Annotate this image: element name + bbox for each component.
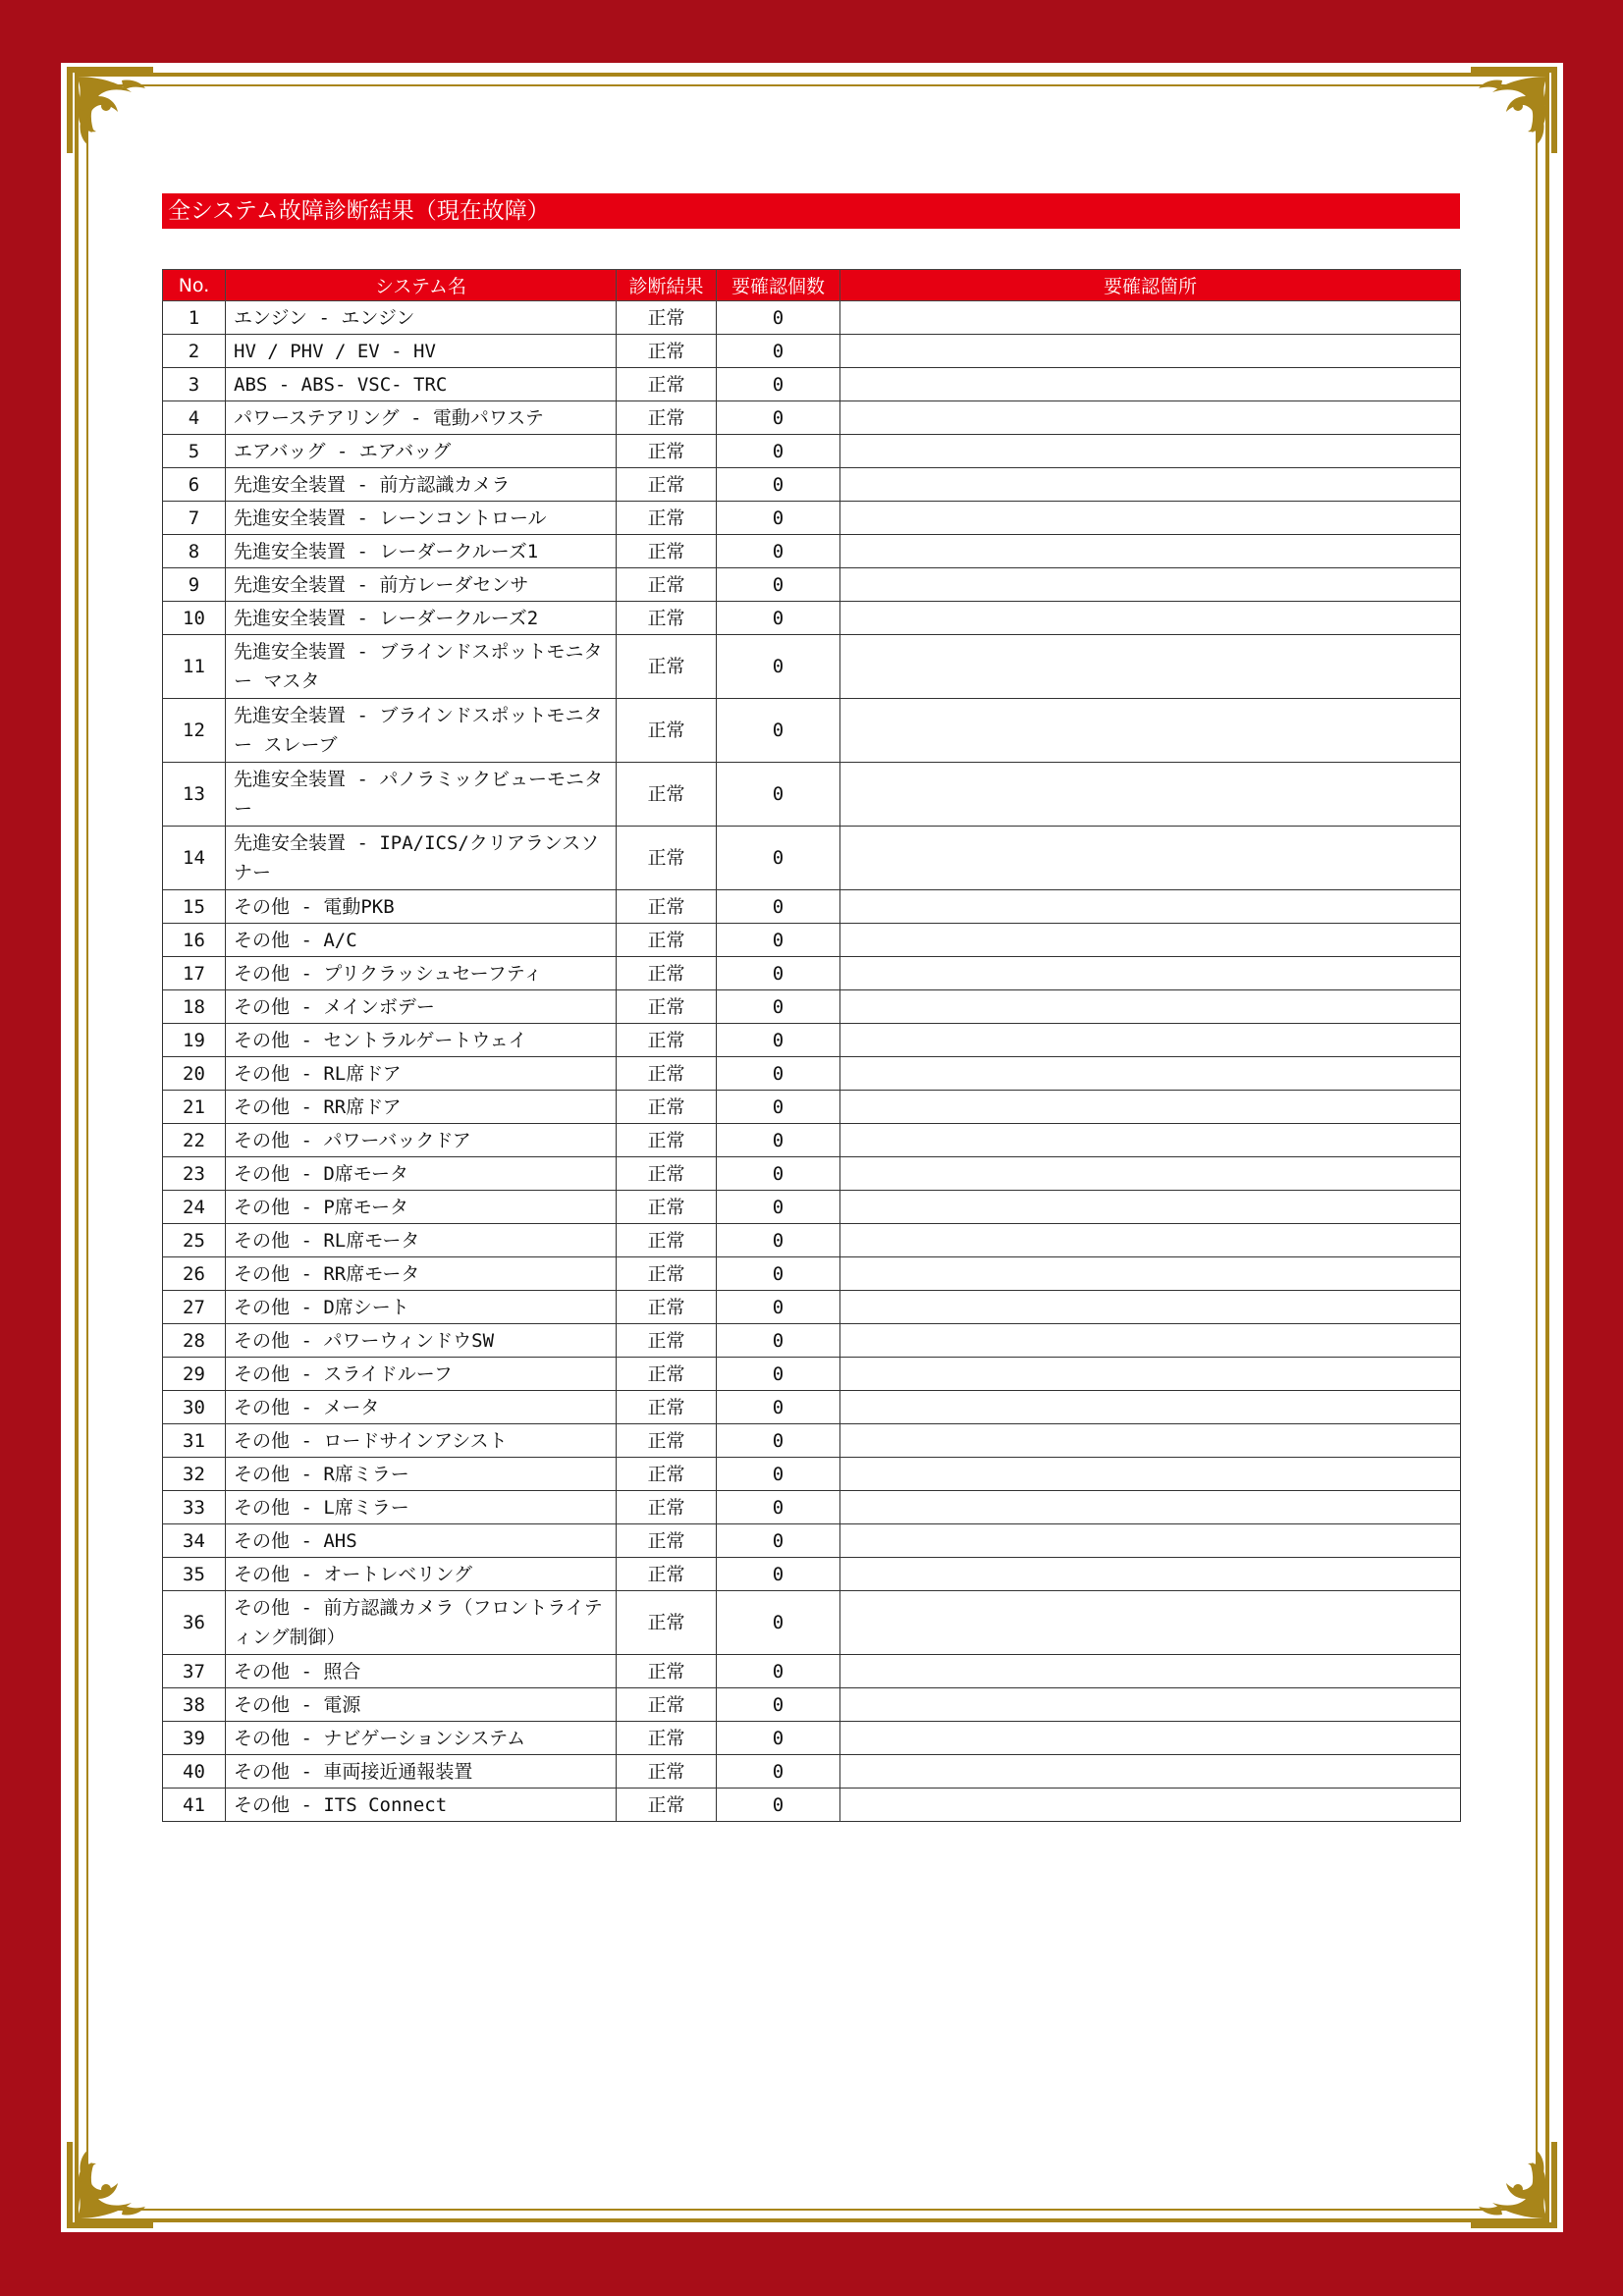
row-check-location — [840, 1688, 1461, 1722]
row-result: 正常 — [617, 301, 717, 335]
row-result: 正常 — [617, 1358, 717, 1391]
row-no: 35 — [163, 1558, 226, 1591]
table-row — [163, 568, 1461, 602]
row-result: 正常 — [617, 1324, 717, 1358]
row-check-count: 0 — [717, 602, 840, 635]
column-header-no: No. — [163, 270, 226, 301]
table-row — [163, 435, 1461, 468]
row-no: 38 — [163, 1688, 226, 1722]
row-system-name: その他 - ITS Connect — [226, 1789, 617, 1822]
table-row — [163, 1591, 1461, 1655]
table-row — [163, 635, 1461, 699]
table-row — [163, 335, 1461, 368]
row-check-location — [840, 1391, 1461, 1424]
row-check-count: 0 — [717, 763, 840, 827]
row-system-name: その他 - ナビゲーションシステム — [226, 1722, 617, 1755]
row-check-count: 0 — [717, 1191, 840, 1224]
row-check-count: 0 — [717, 635, 840, 699]
row-result: 正常 — [617, 1722, 717, 1755]
row-result: 正常 — [617, 468, 717, 502]
row-result: 正常 — [617, 435, 717, 468]
row-no: 20 — [163, 1057, 226, 1091]
row-system-name: その他 - AHS — [226, 1524, 617, 1558]
table-row — [163, 699, 1461, 763]
row-result: 正常 — [617, 699, 717, 763]
row-result: 正常 — [617, 401, 717, 435]
row-result: 正常 — [617, 368, 717, 401]
row-check-location — [840, 1424, 1461, 1458]
row-check-location — [840, 763, 1461, 827]
row-system-name: その他 - RL席モータ — [226, 1224, 617, 1257]
row-check-location — [840, 1722, 1461, 1755]
table-row — [163, 1391, 1461, 1424]
row-check-count: 0 — [717, 1291, 840, 1324]
row-system-name: 先進安全装置 - パノラミックビューモニター — [226, 763, 617, 827]
row-system-name: 先進安全装置 - ブラインドスポットモニター スレーブ — [226, 699, 617, 763]
row-check-count: 0 — [717, 1491, 840, 1524]
row-no: 30 — [163, 1391, 226, 1424]
row-system-name: その他 - D席モータ — [226, 1157, 617, 1191]
row-no: 31 — [163, 1424, 226, 1458]
table-row — [163, 368, 1461, 401]
row-no: 28 — [163, 1324, 226, 1358]
row-system-name: エアバッグ - エアバッグ — [226, 435, 617, 468]
row-no: 8 — [163, 535, 226, 568]
row-check-location — [840, 502, 1461, 535]
row-check-location — [840, 1191, 1461, 1224]
row-no: 36 — [163, 1591, 226, 1655]
table-row — [163, 827, 1461, 890]
row-system-name: 先進安全装置 - レーダークルーズ2 — [226, 602, 617, 635]
row-check-location — [840, 535, 1461, 568]
row-no: 37 — [163, 1655, 226, 1688]
row-system-name: その他 - スライドルーフ — [226, 1358, 617, 1391]
row-result: 正常 — [617, 1491, 717, 1524]
table-row — [163, 301, 1461, 335]
row-result: 正常 — [617, 502, 717, 535]
row-system-name: その他 - RL席ドア — [226, 1057, 617, 1091]
row-system-name: その他 - 電源 — [226, 1688, 617, 1722]
row-check-count: 0 — [717, 1755, 840, 1789]
row-no: 40 — [163, 1755, 226, 1789]
row-no: 4 — [163, 401, 226, 435]
row-check-count: 0 — [717, 1057, 840, 1091]
table-row — [163, 957, 1461, 990]
row-system-name: その他 - R席ミラー — [226, 1458, 617, 1491]
column-header-system: システム名 — [226, 270, 617, 301]
table-row — [163, 1057, 1461, 1091]
row-result: 正常 — [617, 924, 717, 957]
table-row — [163, 1324, 1461, 1358]
row-check-location — [840, 699, 1461, 763]
row-no: 26 — [163, 1257, 226, 1291]
row-result: 正常 — [617, 635, 717, 699]
row-no: 10 — [163, 602, 226, 635]
table-row — [163, 990, 1461, 1024]
row-no: 2 — [163, 335, 226, 368]
row-system-name: 先進安全装置 - ブラインドスポットモニター マスタ — [226, 635, 617, 699]
row-check-location — [840, 1157, 1461, 1191]
row-check-count: 0 — [717, 435, 840, 468]
row-result: 正常 — [617, 568, 717, 602]
row-check-location — [840, 1524, 1461, 1558]
row-check-count: 0 — [717, 1424, 840, 1458]
row-result: 正常 — [617, 1655, 717, 1688]
row-system-name: その他 - 電動PKB — [226, 890, 617, 924]
row-no: 33 — [163, 1491, 226, 1524]
row-no: 22 — [163, 1124, 226, 1157]
row-no: 34 — [163, 1524, 226, 1558]
row-no: 19 — [163, 1024, 226, 1057]
row-system-name: その他 - メータ — [226, 1391, 617, 1424]
row-no: 3 — [163, 368, 226, 401]
row-check-location — [840, 435, 1461, 468]
row-check-count: 0 — [717, 401, 840, 435]
row-check-location — [840, 335, 1461, 368]
page-title: 全システム故障診断結果（現在故障） — [162, 193, 1460, 229]
row-no: 23 — [163, 1157, 226, 1191]
row-check-count: 0 — [717, 535, 840, 568]
row-check-location — [840, 368, 1461, 401]
table-row — [163, 1157, 1461, 1191]
row-result: 正常 — [617, 763, 717, 827]
row-result: 正常 — [617, 957, 717, 990]
table-row — [163, 1491, 1461, 1524]
row-system-name: その他 - プリクラッシュセーフティ — [226, 957, 617, 990]
table-row — [163, 1755, 1461, 1789]
diagnosis-results-table — [162, 269, 1461, 1822]
row-no: 15 — [163, 890, 226, 924]
column-header-count: 要確認個数 — [717, 270, 840, 301]
corner-ornament-icon — [63, 63, 157, 157]
row-system-name: 先進安全装置 - IPA/ICS/クリアランスソナー — [226, 827, 617, 890]
table-row — [163, 602, 1461, 635]
table-row — [163, 1655, 1461, 1688]
table-row — [163, 1257, 1461, 1291]
row-result: 正常 — [617, 602, 717, 635]
row-check-location — [840, 602, 1461, 635]
row-check-count: 0 — [717, 1524, 840, 1558]
row-check-location — [840, 827, 1461, 890]
row-no: 25 — [163, 1224, 226, 1257]
row-no: 1 — [163, 301, 226, 335]
row-check-location — [840, 1358, 1461, 1391]
row-no: 7 — [163, 502, 226, 535]
row-system-name: その他 - RR席ドア — [226, 1091, 617, 1124]
row-no: 32 — [163, 1458, 226, 1491]
row-check-count: 0 — [717, 1091, 840, 1124]
row-system-name: その他 - 車両接近通報装置 — [226, 1755, 617, 1789]
row-system-name: ABS - ABS- VSC- TRC — [226, 368, 617, 401]
table-row — [163, 1558, 1461, 1591]
row-check-location — [840, 568, 1461, 602]
row-system-name: その他 - 照合 — [226, 1655, 617, 1688]
row-check-count: 0 — [717, 1224, 840, 1257]
row-result: 正常 — [617, 1458, 717, 1491]
row-result: 正常 — [617, 1591, 717, 1655]
row-check-location — [840, 1091, 1461, 1124]
row-check-location — [840, 1491, 1461, 1524]
row-check-count: 0 — [717, 1391, 840, 1424]
row-check-count: 0 — [717, 1257, 840, 1291]
table-row — [163, 1789, 1461, 1822]
row-result: 正常 — [617, 1688, 717, 1722]
row-system-name: その他 - ロードサインアシスト — [226, 1424, 617, 1458]
row-check-count: 0 — [717, 1558, 840, 1591]
row-system-name: 先進安全装置 - 前方認識カメラ — [226, 468, 617, 502]
table-row — [163, 763, 1461, 827]
row-system-name: その他 - P席モータ — [226, 1191, 617, 1224]
row-result: 正常 — [617, 1558, 717, 1591]
row-system-name: その他 - L席ミラー — [226, 1491, 617, 1524]
row-check-location — [840, 1558, 1461, 1591]
row-check-location — [840, 1057, 1461, 1091]
row-result: 正常 — [617, 535, 717, 568]
table-row — [163, 924, 1461, 957]
row-no: 17 — [163, 957, 226, 990]
table-row — [163, 1524, 1461, 1558]
row-check-count: 0 — [717, 1024, 840, 1057]
row-check-count: 0 — [717, 1157, 840, 1191]
table-row — [163, 890, 1461, 924]
row-no: 16 — [163, 924, 226, 957]
row-check-count: 0 — [717, 957, 840, 990]
row-system-name: その他 - オートレベリング — [226, 1558, 617, 1591]
table-row — [163, 1091, 1461, 1124]
row-system-name: パワーステアリング - 電動パワステ — [226, 401, 617, 435]
row-result: 正常 — [617, 1257, 717, 1291]
row-no: 27 — [163, 1291, 226, 1324]
table-header-row — [163, 270, 1461, 301]
row-no: 24 — [163, 1191, 226, 1224]
row-check-count: 0 — [717, 368, 840, 401]
row-system-name: その他 - RR席モータ — [226, 1257, 617, 1291]
row-no: 39 — [163, 1722, 226, 1755]
row-check-count: 0 — [717, 1591, 840, 1655]
row-check-count: 0 — [717, 335, 840, 368]
row-result: 正常 — [617, 1091, 717, 1124]
row-check-count: 0 — [717, 924, 840, 957]
row-check-location — [840, 1789, 1461, 1822]
row-result: 正常 — [617, 890, 717, 924]
row-check-count: 0 — [717, 301, 840, 335]
row-check-location — [840, 957, 1461, 990]
table-row — [163, 1358, 1461, 1391]
row-no: 29 — [163, 1358, 226, 1391]
row-system-name: 先進安全装置 - レーンコントロール — [226, 502, 617, 535]
row-check-count: 0 — [717, 890, 840, 924]
row-result: 正常 — [617, 1157, 717, 1191]
row-result: 正常 — [617, 990, 717, 1024]
corner-ornament-icon — [1467, 63, 1561, 157]
row-check-location — [840, 1124, 1461, 1157]
row-check-count: 0 — [717, 1655, 840, 1688]
row-check-count: 0 — [717, 699, 840, 763]
row-no: 11 — [163, 635, 226, 699]
row-system-name: その他 - D席シート — [226, 1291, 617, 1324]
row-check-count: 0 — [717, 1458, 840, 1491]
row-system-name: その他 - セントラルゲートウェイ — [226, 1024, 617, 1057]
column-header-result: 診断結果 — [617, 270, 717, 301]
row-check-location — [840, 635, 1461, 699]
row-system-name: その他 - メインボデー — [226, 990, 617, 1024]
table-row — [163, 1458, 1461, 1491]
table-row — [163, 401, 1461, 435]
row-result: 正常 — [617, 1024, 717, 1057]
row-check-count: 0 — [717, 990, 840, 1024]
row-no: 9 — [163, 568, 226, 602]
row-check-location — [840, 1458, 1461, 1491]
row-no: 21 — [163, 1091, 226, 1124]
row-no: 12 — [163, 699, 226, 763]
row-result: 正常 — [617, 1191, 717, 1224]
table-row — [163, 535, 1461, 568]
row-result: 正常 — [617, 1424, 717, 1458]
row-check-location — [840, 1224, 1461, 1257]
table-row — [163, 1424, 1461, 1458]
table-row — [163, 1224, 1461, 1257]
row-result: 正常 — [617, 1291, 717, 1324]
table-row — [163, 1291, 1461, 1324]
row-check-location — [840, 401, 1461, 435]
row-check-count: 0 — [717, 568, 840, 602]
column-header-location: 要確認箇所 — [840, 270, 1461, 301]
row-result: 正常 — [617, 335, 717, 368]
table-row — [163, 468, 1461, 502]
row-result: 正常 — [617, 1057, 717, 1091]
row-system-name: 先進安全装置 - 前方レーダセンサ — [226, 568, 617, 602]
row-check-location — [840, 990, 1461, 1024]
table-row — [163, 1722, 1461, 1755]
row-check-location — [840, 1655, 1461, 1688]
row-result: 正常 — [617, 1224, 717, 1257]
row-system-name: 先進安全装置 - レーダークルーズ1 — [226, 535, 617, 568]
row-no: 14 — [163, 827, 226, 890]
row-result: 正常 — [617, 1789, 717, 1822]
row-system-name: その他 - 前方認識カメラ（フロントライティング制御） — [226, 1591, 617, 1655]
row-check-location — [840, 1755, 1461, 1789]
row-system-name: その他 - パワーバックドア — [226, 1124, 617, 1157]
row-check-count: 0 — [717, 827, 840, 890]
row-result: 正常 — [617, 1124, 717, 1157]
corner-ornament-icon — [63, 2138, 157, 2232]
row-no: 5 — [163, 435, 226, 468]
table-row — [163, 1191, 1461, 1224]
row-system-name: その他 - パワーウィンドウSW — [226, 1324, 617, 1358]
row-check-location — [840, 301, 1461, 335]
row-check-location — [840, 1291, 1461, 1324]
table-row — [163, 502, 1461, 535]
row-check-location — [840, 890, 1461, 924]
row-check-count: 0 — [717, 1324, 840, 1358]
row-check-count: 0 — [717, 1124, 840, 1157]
row-check-count: 0 — [717, 1688, 840, 1722]
row-check-location — [840, 468, 1461, 502]
corner-ornament-icon — [1467, 2138, 1561, 2232]
row-system-name: その他 - A/C — [226, 924, 617, 957]
row-check-count: 0 — [717, 502, 840, 535]
row-result: 正常 — [617, 1524, 717, 1558]
row-check-location — [840, 924, 1461, 957]
row-no: 41 — [163, 1789, 226, 1822]
row-no: 6 — [163, 468, 226, 502]
row-no: 18 — [163, 990, 226, 1024]
row-result: 正常 — [617, 1391, 717, 1424]
row-check-count: 0 — [717, 1722, 840, 1755]
row-system-name: HV / PHV / EV - HV — [226, 335, 617, 368]
row-check-location — [840, 1591, 1461, 1655]
row-result: 正常 — [617, 827, 717, 890]
row-check-location — [840, 1024, 1461, 1057]
row-check-location — [840, 1324, 1461, 1358]
row-check-count: 0 — [717, 1358, 840, 1391]
table-row — [163, 1688, 1461, 1722]
table-row — [163, 1024, 1461, 1057]
row-check-count: 0 — [717, 468, 840, 502]
row-result: 正常 — [617, 1755, 717, 1789]
row-check-location — [840, 1257, 1461, 1291]
row-no: 13 — [163, 763, 226, 827]
table-row — [163, 1124, 1461, 1157]
row-check-count: 0 — [717, 1789, 840, 1822]
row-system-name: エンジン - エンジン — [226, 301, 617, 335]
